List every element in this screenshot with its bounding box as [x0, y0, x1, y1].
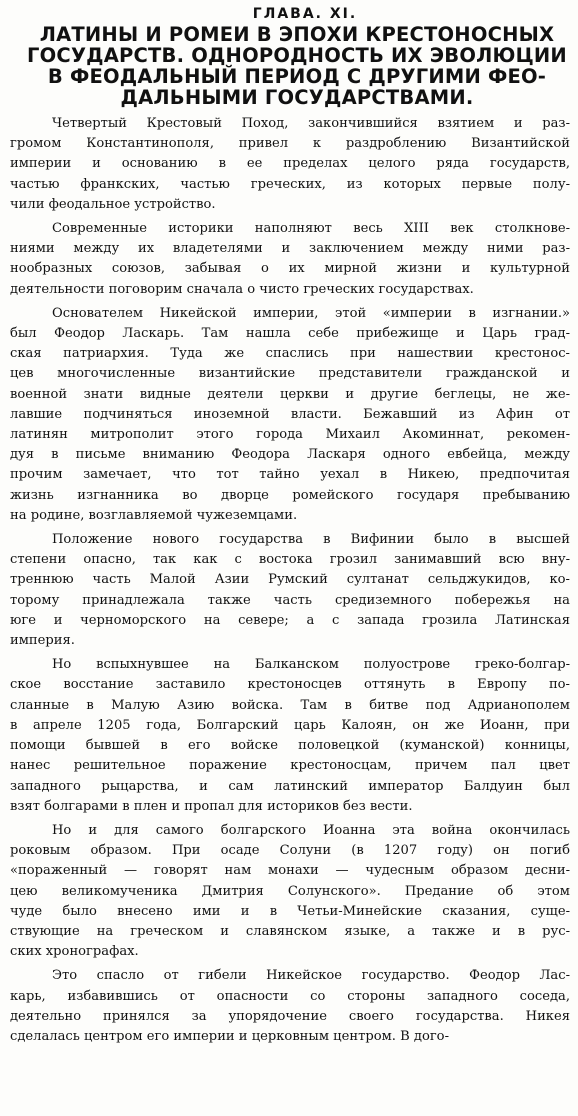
text-line: прочим замечает, что тот тайно уехал в Никею, предпочитая: [10, 467, 570, 483]
text-line: Положение нового государства в Вифинии было в высшей: [52, 532, 570, 548]
text-line: деятельности поговорим сначала о чисто греческих государствах.: [10, 281, 474, 297]
text-line: ское восстание заставило крестоносцев оттянуть в Европу по-: [10, 677, 570, 693]
text-line: торому принадлежала также часть средиземного побережья на: [10, 592, 570, 608]
text-line: жизнь изгнанника во дворце ромейского государя пребыванию: [10, 487, 570, 503]
text-line: степени опасно, так как с востока грозил занимавший всю вну-: [10, 552, 570, 568]
text-line: Это спасло от гибели Никейское государство. Феодор Лас-: [52, 968, 570, 984]
body-text: [10, 114, 570, 1047]
text-line: «пораженный — говорят нам монахи — чудесным образом десни-: [10, 863, 570, 879]
text-line: карь, избавившись от опасности со стороны западного соседа,: [10, 988, 570, 1004]
text-line: ствующие на греческом и славянском языке, а также и в рус-: [10, 923, 570, 939]
text-line: деятельно принялся за упорядочение своего государства. Никея: [10, 1008, 570, 1024]
text-line: был Феодор Ласкарь. Там нашла себе прибежище и Царь град-: [10, 326, 570, 342]
text-line: чуде было внесено ими и в Четьи-Минейские сказания, суще-: [10, 903, 570, 919]
text-line: громом Константинополя, привел к раздроблению Византийской: [10, 136, 570, 152]
paragraph: [10, 966, 570, 1047]
text-line: дуя в письме вниманию Феодора Ласкаря одного евбейца, между: [10, 447, 570, 463]
chapter-heading: ГЛАВА. XI.: [252, 6, 358, 22]
text-line: помощи бывшей в его войске половецкой (куманской) конницы,: [10, 738, 570, 754]
text-line: треннюю часть Малой Азии Румский султанат сельджукидов, ко-: [10, 572, 570, 588]
title-line: ГОСУДАРСТВ. ОДНОРОДНОСТЬ ИХ ЭВОЛЮЦИИ: [27, 44, 567, 67]
text-line: Но вспыхнувшее на Балканском полуострове греко-болгар-: [52, 657, 570, 673]
text-line: нообразных союзов, забывая о их мирной жизни и культурной: [10, 261, 570, 277]
text-line: чили феодальное устройство.: [10, 196, 216, 212]
text-line: ниями между их владетелями и заключением между ними раз-: [10, 241, 570, 257]
text-line: империя.: [10, 633, 75, 649]
chapter-title: [24, 24, 570, 108]
text-line: юге и черноморского на севере; а с запада грозила Латинская: [10, 612, 570, 628]
text-line: нанес решительное поражение крестоносцам, причем пал цвет: [10, 758, 570, 774]
paragraph: [10, 304, 570, 526]
title-line: ДАЛЬНЫМИ ГОСУДАРСТВАМИ.: [120, 86, 474, 109]
text-line: роковым образом. При осаде Солуни (в 1207 году) он погиб: [10, 843, 570, 859]
paragraph: [10, 219, 570, 300]
text-line: ская патриархия. Туда же спаслись при нашествии крестонос-: [10, 346, 570, 362]
paragraph: [10, 114, 570, 215]
text-line: империи и основанию в ее пределах целого ряда государств,: [10, 156, 570, 172]
text-line: взят болгарами в плен и пропал для историков без вести.: [10, 798, 413, 814]
text-line: сланные в Малую Азию войска. Там в битве под Адрианополем: [10, 697, 570, 713]
paragraph: [10, 821, 570, 962]
text-line: Основателем Никейской империи, этой «империи в изгнании.»: [52, 305, 570, 321]
title-line: ЛАТИНЫ И РОМЕИ В ЭПОХИ КРЕСТОНОСНЫХ: [39, 23, 555, 46]
text-line: в апреле 1205 года, Болгарский царь Калоян, он же Иоанн, при: [10, 717, 570, 733]
text-line: Но и для самого болгарского Иоанна эта война окончилась: [52, 822, 570, 838]
text-line: Четвертый Крестовый Поход, закончившийся взятием и раз-: [52, 116, 570, 131]
text-line: частью франкских, частью греческих, из которых первые полу-: [10, 176, 570, 192]
text-line: цею великомученика Дмитрия Солунского». Предание об этом: [10, 883, 570, 899]
title-line: В ФЕОДАЛЬНЫЙ ПЕРИОД С ДРУГИМИ ФЕО-: [47, 65, 547, 88]
paragraph: [10, 655, 570, 817]
text-line: лавшие подчиняться иноземной власти. Бежавший из Афин от: [10, 406, 570, 422]
text-line: западного рыцарства, и сам латинский император Балдуин был: [10, 778, 570, 794]
paragraph: [10, 530, 570, 651]
text-line: цев многочисленные византийские представители гражданской и: [10, 366, 570, 382]
text-line: военной знати видные деятели церкви и другие беглецы, не же-: [10, 386, 570, 402]
text-line: латинян митрополит этого города Михаил Акоминнат, рекомен-: [10, 427, 570, 443]
text-line: на родине, возглавляемой чужеземцами.: [10, 507, 298, 523]
text-line: Современные историки наполняют весь XIII век столкнове-: [52, 221, 570, 237]
text-line: сделалась центром его империи и церковным центром. В дого-: [10, 1028, 449, 1044]
text-line: ских хронографах.: [10, 944, 139, 960]
